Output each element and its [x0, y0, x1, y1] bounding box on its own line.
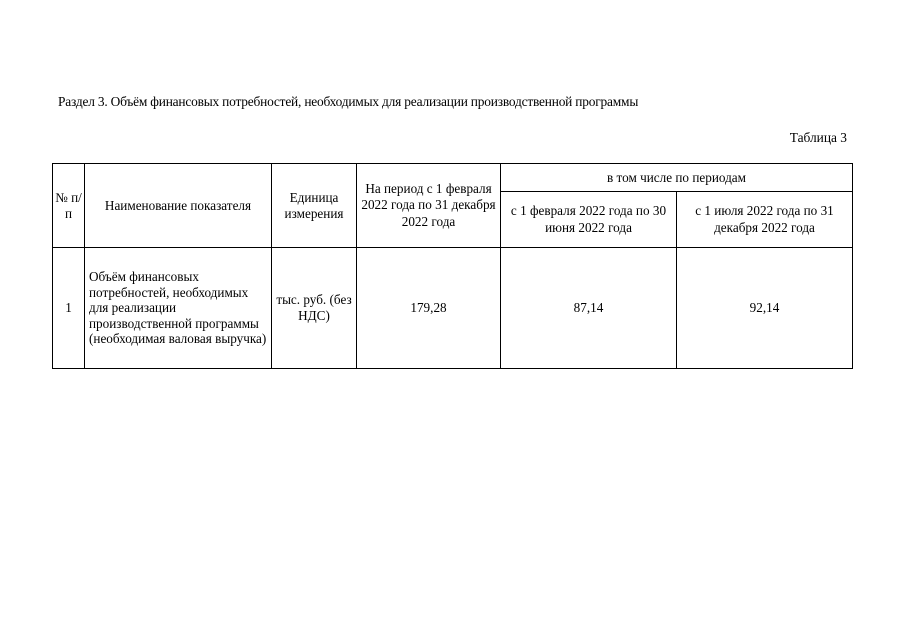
row-unit: тыс. руб. (без НДС)	[272, 248, 357, 369]
header-subperiods-group: в том числе по периодам	[501, 164, 853, 192]
header-num: № п/п	[53, 164, 85, 248]
row-period-1: 87,14	[501, 248, 677, 369]
table-row	[53, 248, 853, 369]
header-period-1: с 1 февраля 2022 года по 30 июня 2022 года	[501, 192, 677, 248]
header-period-2: с 1 июля 2022 года по 31 декабря 2022 года	[677, 192, 853, 248]
row-num: 1	[53, 248, 85, 369]
financial-needs-table	[52, 163, 853, 369]
section-title: Раздел 3. Объём финансовых потребностей, необходимых для реализации производственной программы	[58, 94, 639, 109]
header-name: Наименование показателя	[85, 164, 272, 248]
row-name: Объём финансовых потребностей, необходимых для реализации производственной программы (необходимая валовая выручка)	[85, 248, 272, 369]
table-header-row	[53, 164, 853, 192]
header-unit: Единица измерения	[272, 164, 357, 248]
row-period-2: 92,14	[677, 248, 853, 369]
row-total: 179,28	[357, 248, 501, 369]
table-caption: Таблица 3	[789, 130, 847, 145]
header-total-period: На период с 1 февраля 2022 года по 31 декабря 2022 года	[357, 164, 501, 248]
